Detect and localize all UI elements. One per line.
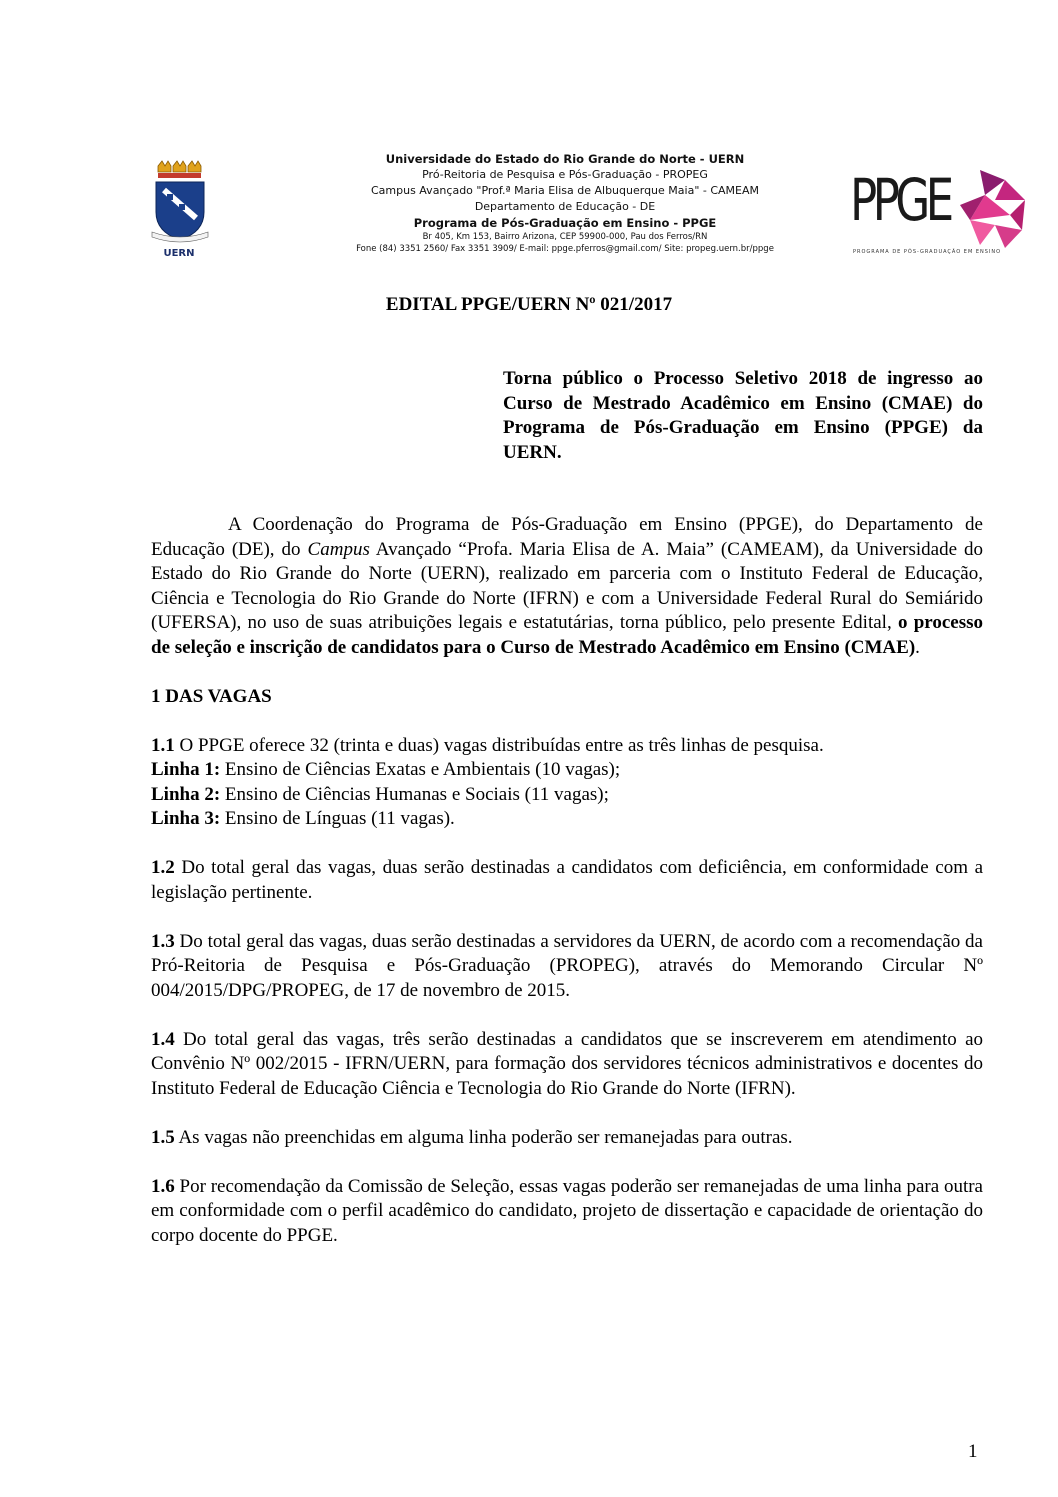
intro-end: . (915, 636, 920, 658)
intro-paragraph (151, 513, 983, 660)
ppge-logo (850, 165, 1025, 260)
item-number: 1.1 (151, 734, 175, 756)
line-text: Ensino de Ciências Humanas e Sociais (11 vagas); (220, 783, 609, 805)
page-number: 1 (968, 1441, 978, 1462)
ppge-logo-subtitle: PROGRAMA DE PÓS-GRADUAÇÃO EM ENSINO (853, 249, 1002, 255)
uern-logo (150, 160, 220, 260)
line-label: Linha 1: (151, 759, 221, 780)
item-1-3 (151, 930, 983, 1004)
line-label: Linha 3: (151, 808, 221, 829)
campus-name: Campus Avançado "Prof.ª Maria Elisa de Albuquerque Maia" - CAMEAM (370, 184, 760, 197)
line-text: Ensino de Línguas (11 vagas). (220, 808, 455, 829)
research-line-2 (151, 783, 983, 808)
department-name: Departamento de Educação - DE (474, 200, 656, 213)
item-number: 1.6 (151, 1175, 175, 1197)
item-number: 1.3 (151, 930, 175, 952)
line-text: Ensino de Ciências Exatas e Ambientais (10 vagas); (220, 759, 621, 780)
item-text: Do total geral das vagas, duas serão destinadas a candidatos com deficiência, em conformidade com a legislação pertinente. (151, 857, 983, 903)
document-summary: Torna público o Processo Seletivo 2018 de ingresso ao Curso de Mestrado Acadêmico em Ensino (CMAE) do Programa de Pós-Graduação em Ensino (PPGE) da UERN. (503, 368, 983, 463)
institution-block (335, 151, 795, 255)
contact-line: Fone (84) 3351 2560/ Fax 3351 3909/ E-mail: ppge.pferros@gmail.com/ Site: propeg.uern.br/ppge (356, 244, 774, 254)
document-title: EDITAL PPGE/UERN Nº 021/2017 (385, 294, 673, 315)
ppge-triangles-icon (950, 170, 1025, 250)
document-body (151, 513, 983, 1248)
item-text: O PPGE oferece 32 (trinta e duas) vagas distribuídas entre as três linhas de pesquisa. (174, 734, 824, 756)
item-number: 1.2 (151, 857, 175, 878)
item-1-5 (151, 1126, 983, 1151)
section-title: 1 DAS VAGAS (151, 685, 272, 707)
intro-campus-word: Campus (307, 538, 370, 560)
intro-part-2: Avançado “Profa. Maria Elisa de A. Maia” (CAMEAM), da Universidade do Estado do Rio Grande do Norte (UERN), realizado em parceria com o Instituto Federal de Educação, Ciência e Tecnologia do Rio Grande do Norte (IFRN) e com a Universidade Federal Rural do Semiárido (UFERSA), no uso de suas atribuições legais e estatutárias, torna público, pelo presente Edital, (151, 538, 983, 633)
line-label: Linha 2: (151, 783, 221, 805)
intro-bold-part: o processo de seleção e inscrição de candidatos para o Curso de Mestrado Acadêmico em Ensino (CMAE) (151, 612, 984, 658)
pro-rectorate: Pró-Reitoria de Pesquisa e Pós-Graduação - PROPEG (422, 168, 708, 181)
uern-logo-label: UERN (163, 248, 195, 259)
university-name: Universidade do Estado do Rio Grande do Norte - UERN (385, 152, 745, 166)
document-header (150, 150, 1030, 265)
item-number: 1.5 (151, 1126, 175, 1148)
item-text: Por recomendação da Comissão de Seleção, essas vagas poderão ser remanejadas de uma linha para outra em conformidade com o perfil acadêmico do candidato, projeto de dissertação e capacidade de orientação do corpo docente do PPGE. (151, 1175, 983, 1246)
ppge-logo-text: PPGE (850, 166, 950, 234)
item-text: Do total geral das vagas, três serão destinadas a candidatos que se inscreverem em atendimento ao Convênio Nº 002/2015 - IFRN/UERN, para formação dos servidores técnicos administrativos e docentes do Instituto Federal de Educação Ciência e Tecnologia do Rio Grande do Norte (IFRN). (151, 1028, 983, 1099)
item-text: Do total geral das vagas, duas serão destinadas a servidores da UERN, de acordo com a recomendação da Pró-Reitoria de Pesquisa e Pós-Graduação (PROPEG), através do Memorando Circular Nº 004/2015/DPG/PROPEG, de 17 de novembro de 2015. (151, 930, 983, 1001)
item-1-6 (151, 1175, 983, 1249)
item-number: 1.4 (151, 1028, 175, 1050)
item-1-2 (151, 856, 983, 905)
research-line-3 (151, 807, 983, 832)
item-text: As vagas não preenchidas em alguma linha poderão ser remanejadas para outras. (174, 1126, 793, 1148)
research-line-1 (151, 758, 983, 783)
program-name: Programa de Pós-Graduação em Ensino - PPGE (413, 216, 717, 230)
item-1-1 (151, 734, 983, 759)
intro-part-1: A Coordenação do Programa de Pós-Graduação em Ensino (PPGE), do Departamento de Educação (DE), do (151, 514, 983, 560)
item-1-4 (151, 1028, 983, 1102)
address-line: Br 405, Km 153, Bairro Arizona, CEP 59900-000, Pau dos Ferros/RN (422, 232, 708, 242)
uern-crest-icon (150, 160, 210, 248)
